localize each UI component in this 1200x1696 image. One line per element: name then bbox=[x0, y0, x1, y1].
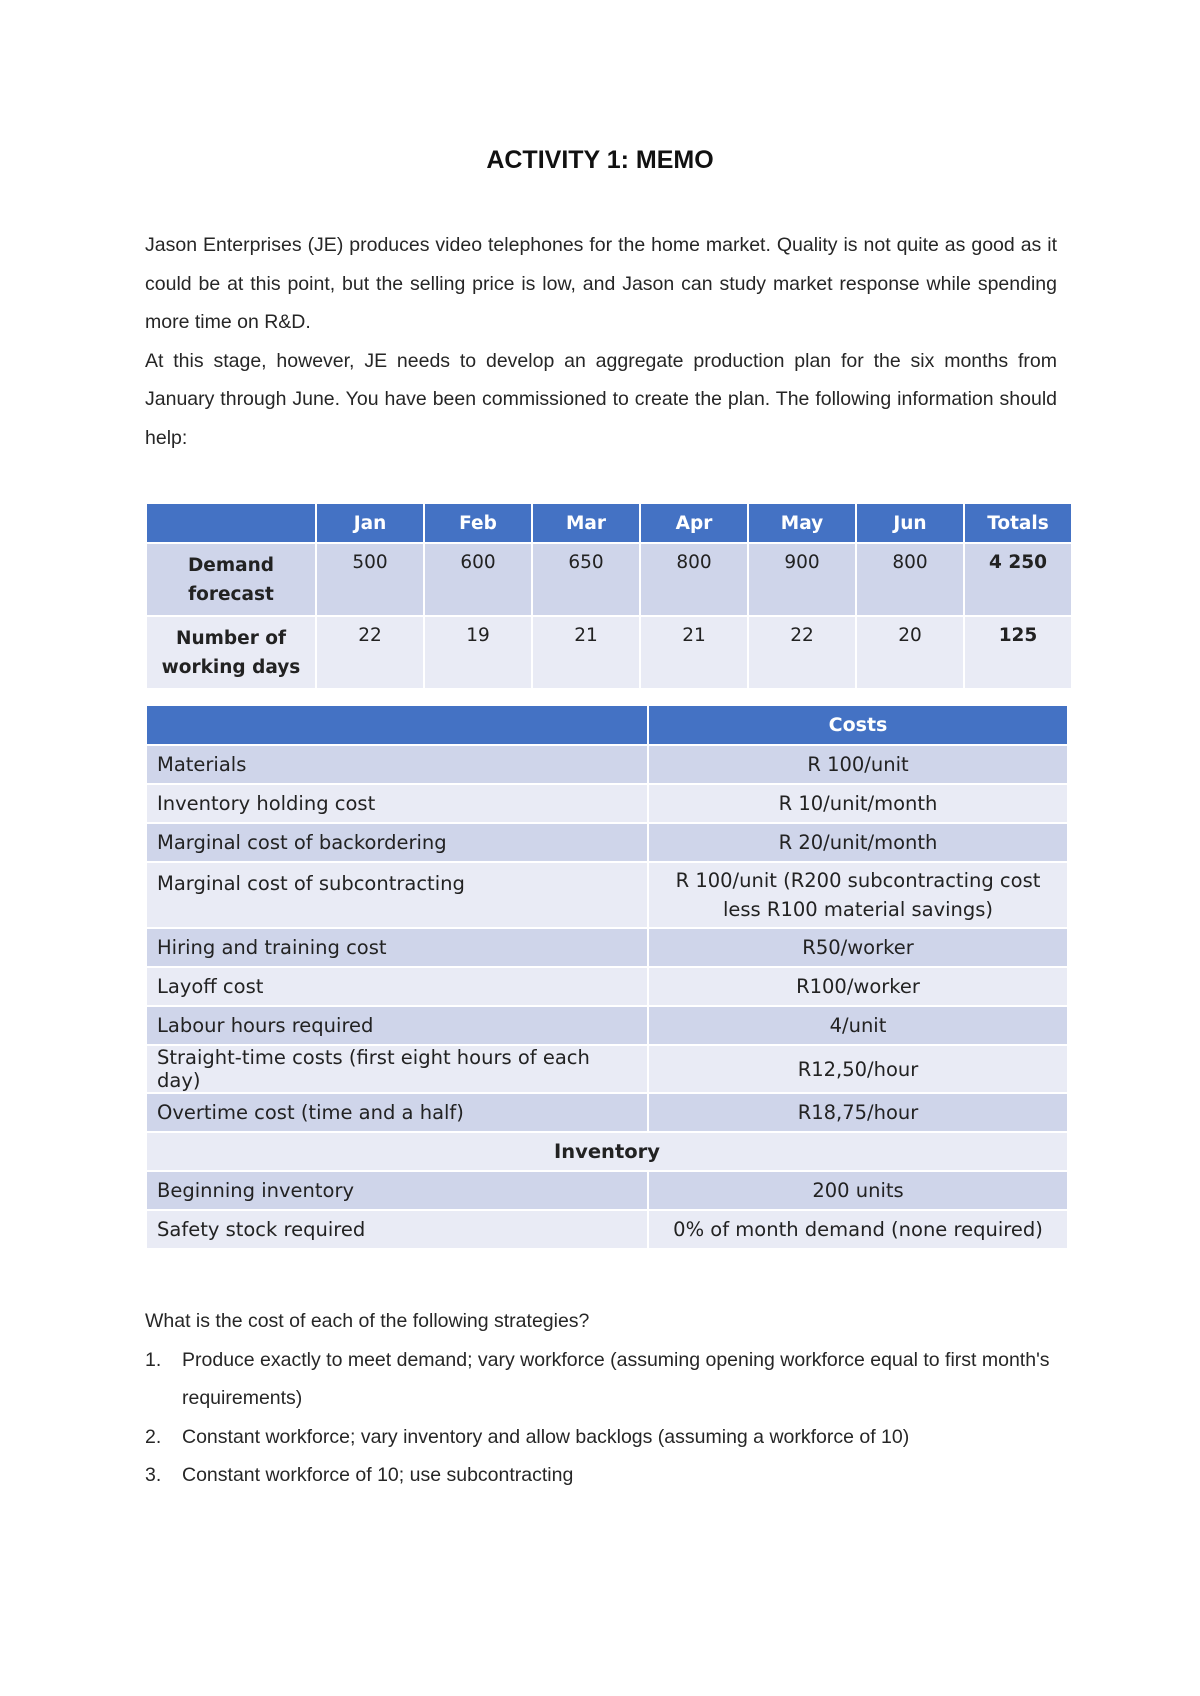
cost-value: R100/worker bbox=[648, 967, 1068, 1006]
table-cell: 21 bbox=[532, 616, 640, 689]
table-row bbox=[146, 616, 1072, 689]
table-row bbox=[146, 967, 1068, 1006]
cost-label: Inventory holding cost bbox=[146, 784, 648, 823]
question-section bbox=[145, 1302, 1065, 1495]
inventory-value: 0% of month demand (none required) bbox=[648, 1210, 1068, 1249]
cost-header-blank bbox=[146, 705, 648, 745]
table-row bbox=[146, 784, 1068, 823]
row-label-demand-forecast: Demand forecast bbox=[146, 543, 316, 616]
header-cell-totals: Totals bbox=[964, 503, 1072, 543]
demand-table-header-row bbox=[146, 503, 1072, 543]
cost-header-costs: Costs bbox=[648, 705, 1068, 745]
table-row bbox=[146, 928, 1068, 967]
cost-label: Labour hours required bbox=[146, 1006, 648, 1045]
question-prompt: What is the cost of each of the following strategies? bbox=[145, 1310, 590, 1332]
demand-table bbox=[145, 502, 1073, 690]
header-cell-jan: Jan bbox=[316, 503, 424, 543]
header-cell-jun: Jun bbox=[856, 503, 964, 543]
cost-label: Layoff cost bbox=[146, 967, 648, 1006]
header-cell-mar: Mar bbox=[532, 503, 640, 543]
cost-value: R 100/unit (R200 subcontracting cost less R100 material savings) bbox=[648, 862, 1068, 928]
inventory-value: 200 units bbox=[648, 1171, 1068, 1210]
table-cell: 800 bbox=[640, 543, 748, 616]
cost-label: Overtime cost (time and a half) bbox=[146, 1093, 648, 1132]
table-cell: 900 bbox=[748, 543, 856, 616]
inventory-section-heading: Inventory bbox=[146, 1132, 1068, 1171]
table-cell: 800 bbox=[856, 543, 964, 616]
table-cell: 500 bbox=[316, 543, 424, 616]
table-cell: 20 bbox=[856, 616, 964, 689]
cost-table bbox=[145, 704, 1069, 1250]
cost-value: R50/worker bbox=[648, 928, 1068, 967]
header-cell-apr: Apr bbox=[640, 503, 748, 543]
row-label-working-days: Number of working days bbox=[146, 616, 316, 689]
table-cell: 19 bbox=[424, 616, 532, 689]
inventory-label: Beginning inventory bbox=[146, 1171, 648, 1210]
table-row bbox=[146, 1006, 1068, 1045]
cost-label: Hiring and training cost bbox=[146, 928, 648, 967]
table-row bbox=[146, 543, 1072, 616]
table-row bbox=[146, 1210, 1068, 1249]
list-item-text: Produce exactly to meet demand; vary workforce (assuming opening workforce equal to first month's requirements) bbox=[182, 1348, 1050, 1409]
table-row bbox=[146, 1045, 1068, 1093]
list-item-text: Constant workforce; vary inventory and allow backlogs (assuming a workforce of 10) bbox=[182, 1425, 910, 1448]
intro-paragraph-2: At this stage, however, JE needs to develop an aggregate production plan for the six months from January through June. You have been commissioned to create the plan. The following information should help: bbox=[145, 349, 1057, 449]
table-cell: 650 bbox=[532, 543, 640, 616]
table-cell-total: 4 250 bbox=[964, 543, 1072, 616]
strategy-list bbox=[145, 1341, 1065, 1495]
cost-value: R 20/unit/month bbox=[648, 823, 1068, 862]
cost-value: R 100/unit bbox=[648, 745, 1068, 784]
list-item-number: 3. bbox=[145, 1464, 162, 1486]
header-cell-feb: Feb bbox=[424, 503, 532, 543]
list-item bbox=[145, 1418, 1065, 1457]
table-row bbox=[146, 1093, 1068, 1132]
list-item bbox=[145, 1456, 1065, 1495]
table-row bbox=[146, 1171, 1068, 1210]
inventory-label: Safety stock required bbox=[146, 1210, 648, 1249]
inventory-section-row bbox=[146, 1132, 1068, 1171]
document-title: ACTIVITY 1: MEMO bbox=[486, 146, 714, 174]
table-row bbox=[146, 823, 1068, 862]
intro-text bbox=[145, 226, 1057, 457]
list-item-text: Constant workforce of 10; use subcontracting bbox=[182, 1464, 574, 1486]
cost-table-header-row bbox=[146, 705, 1068, 745]
list-item-number: 2. bbox=[145, 1425, 162, 1448]
table-cell: 21 bbox=[640, 616, 748, 689]
cost-label: Straight-time costs (first eight hours of each day) bbox=[146, 1045, 648, 1093]
intro-paragraph-1: Jason Enterprises (JE) produces video telephones for the home market. Quality is not quite as good as it could be at this point, but the selling price is low, and Jason can study market response while spending more time on R&D. bbox=[145, 234, 1057, 333]
header-cell-may: May bbox=[748, 503, 856, 543]
list-item bbox=[145, 1341, 1065, 1418]
table-cell: 600 bbox=[424, 543, 532, 616]
cost-value: 4/unit bbox=[648, 1006, 1068, 1045]
cost-label: Marginal cost of subcontracting bbox=[146, 862, 648, 928]
cost-value: R18,75/hour bbox=[648, 1093, 1068, 1132]
table-row bbox=[146, 745, 1068, 784]
table-cell-total: 125 bbox=[964, 616, 1072, 689]
cost-label: Materials bbox=[146, 745, 648, 784]
cost-value: R 10/unit/month bbox=[648, 784, 1068, 823]
cost-label: Marginal cost of backordering bbox=[146, 823, 648, 862]
header-cell-blank bbox=[146, 503, 316, 543]
cost-value: R12,50/hour bbox=[648, 1045, 1068, 1093]
list-item-number: 1. bbox=[145, 1348, 162, 1371]
table-row bbox=[146, 862, 1068, 928]
table-cell: 22 bbox=[748, 616, 856, 689]
table-cell: 22 bbox=[316, 616, 424, 689]
